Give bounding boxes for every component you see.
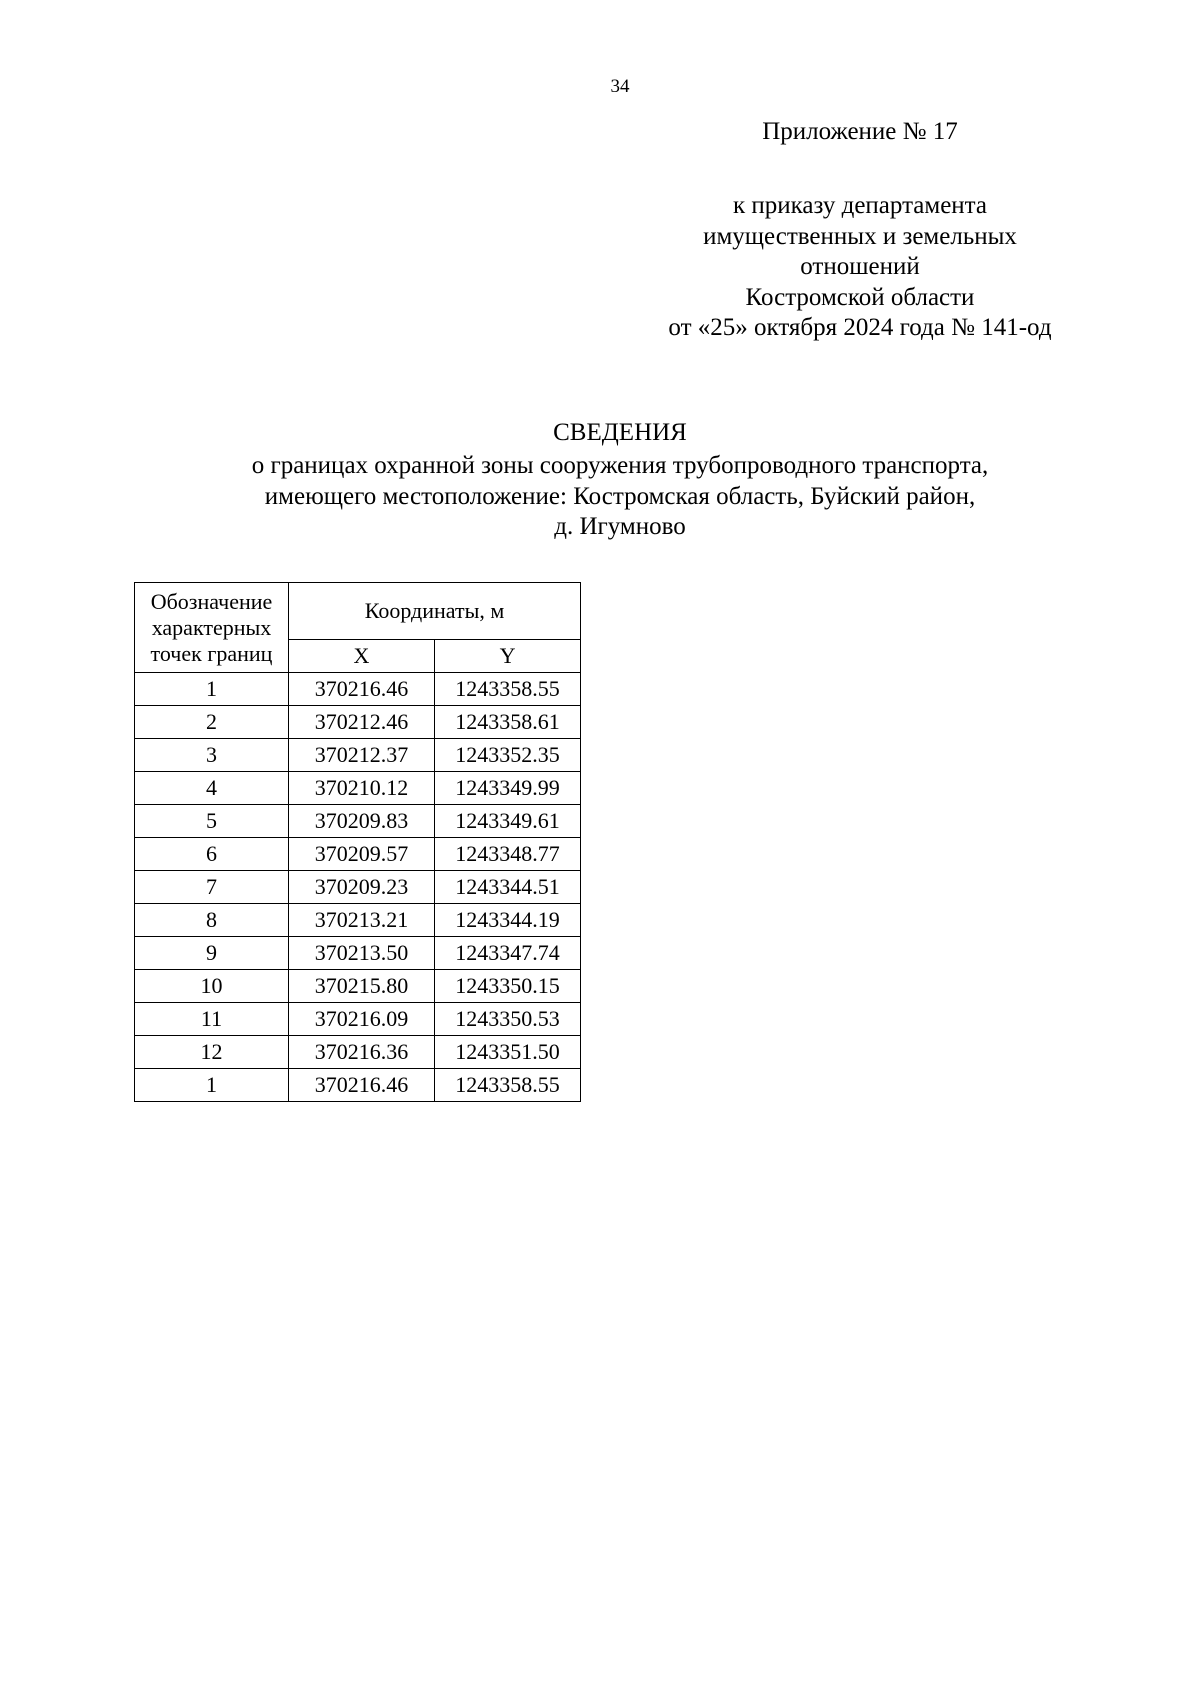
appendix-label: Приложение № 17 [762, 118, 958, 145]
cell-x: 370212.46 [289, 706, 435, 739]
table-row [135, 838, 581, 871]
cell-x: 370212.37 [289, 739, 435, 772]
order-reference [600, 191, 1120, 344]
table-row [135, 739, 581, 772]
cell-point: 12 [135, 1036, 289, 1069]
subtitle-line: о границах охранной зоны сооружения трубопроводного транспорта, [251, 452, 989, 479]
cell-point: 10 [135, 970, 289, 1003]
cell-y: 1243348.77 [435, 838, 581, 871]
cell-y: 1243350.15 [435, 970, 581, 1003]
cell-point: 7 [135, 871, 289, 904]
order-line: Костромской области [745, 283, 975, 311]
table-body [135, 673, 581, 1102]
table-row [135, 772, 581, 805]
cell-y: 1243358.61 [435, 706, 581, 739]
table-row [135, 970, 581, 1003]
table-row [135, 1003, 581, 1036]
cell-y: 1243351.50 [435, 1036, 581, 1069]
order-line: к приказу департамента [732, 192, 988, 219]
cell-x: 370216.36 [289, 1036, 435, 1069]
cell-y: 1243358.55 [435, 1069, 581, 1102]
cell-x: 370213.50 [289, 937, 435, 970]
cell-point: 5 [135, 805, 289, 838]
cell-x: 370213.21 [289, 904, 435, 937]
cell-point: 6 [135, 838, 289, 871]
header-x: X [289, 640, 435, 673]
cell-x: 370209.83 [289, 805, 435, 838]
cell-y: 1243350.53 [435, 1003, 581, 1036]
table-row [135, 1036, 581, 1069]
subtitle-line: имеющего местоположение: Костромская область, Буйский район, [264, 482, 976, 510]
document-title: СВЕДЕНИЯ [553, 419, 687, 446]
table-row [135, 706, 581, 739]
page-number: 34 [610, 76, 630, 97]
cell-x: 370216.09 [289, 1003, 435, 1036]
subtitle-line: д. Игумново [554, 513, 686, 540]
coordinates-table [134, 582, 581, 1102]
cell-x: 370216.46 [289, 673, 435, 706]
cell-x: 370216.46 [289, 1069, 435, 1102]
cell-point: 9 [135, 937, 289, 970]
cell-point: 2 [135, 706, 289, 739]
order-line: от «25» октября 2024 года № 141-од [668, 314, 1052, 341]
cell-y: 1243344.19 [435, 904, 581, 937]
table-row [135, 871, 581, 904]
header-y: Y [435, 640, 581, 673]
table-row [135, 937, 581, 970]
cell-point: 11 [135, 1003, 289, 1036]
table-row [135, 805, 581, 838]
cell-y: 1243358.55 [435, 673, 581, 706]
order-line: имущественных и земельных [703, 222, 1017, 250]
cell-y: 1243349.61 [435, 805, 581, 838]
cell-point: 1 [135, 673, 289, 706]
table-row [135, 1069, 581, 1102]
cell-x: 370210.12 [289, 772, 435, 805]
cell-y: 1243347.74 [435, 937, 581, 970]
cell-y: 1243344.51 [435, 871, 581, 904]
cell-x: 370209.57 [289, 838, 435, 871]
order-line: отношений [800, 253, 920, 280]
table-row [135, 673, 581, 706]
cell-x: 370209.23 [289, 871, 435, 904]
cell-y: 1243352.35 [435, 739, 581, 772]
header-coordinates: Координаты, м [289, 583, 581, 640]
table-header-row [135, 583, 581, 640]
cell-point: 1 [135, 1069, 289, 1102]
document-subtitle [0, 451, 1200, 543]
cell-x: 370215.80 [289, 970, 435, 1003]
table-row [135, 904, 581, 937]
cell-point: 8 [135, 904, 289, 937]
cell-point: 3 [135, 739, 289, 772]
cell-y: 1243349.99 [435, 772, 581, 805]
cell-point: 4 [135, 772, 289, 805]
header-point-designation: Обозначение характерных точек границ [135, 583, 289, 673]
